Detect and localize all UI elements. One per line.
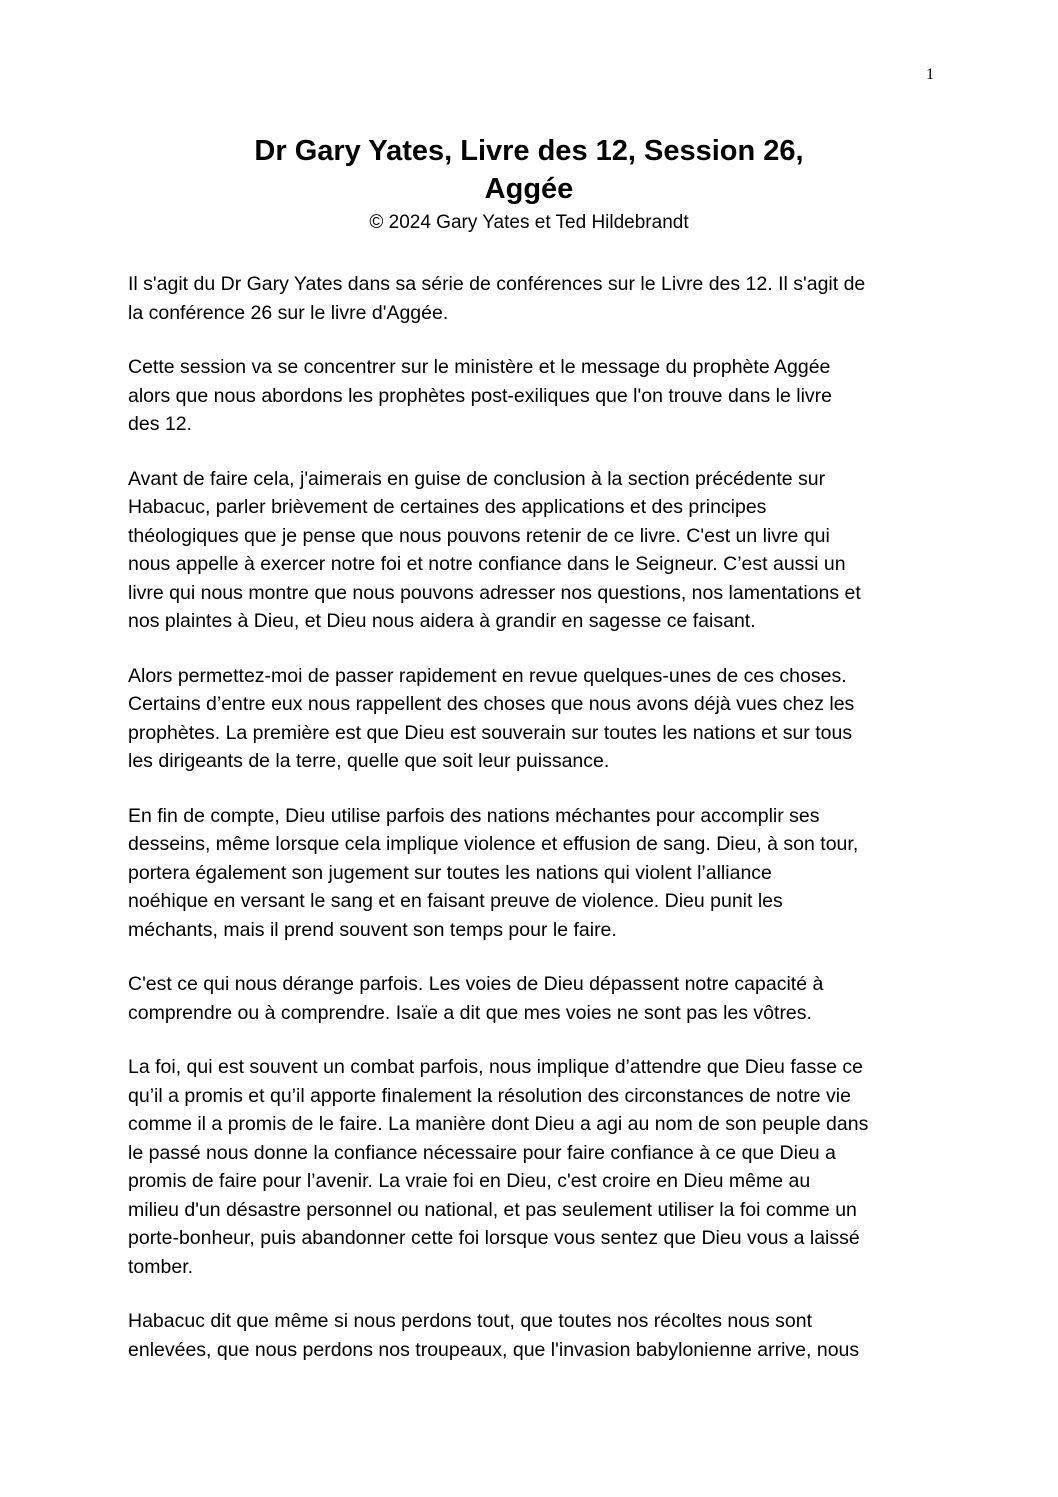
text-line: milieu d'un désastre personnel ou national, et pas seulement utiliser la foi comme un [128, 1198, 857, 1221]
text-line: méchants, mais il prend souvent son temps pour le faire. [128, 918, 617, 941]
text-line: Il s'agit du Dr Gary Yates dans sa série de conférences sur le Livre des 12. Il s'agit de [128, 273, 866, 295]
page-number: 1 [926, 66, 934, 83]
text-line: le passé nous donne la confiance nécessaire pour faire confiance à ce que Dieu a [128, 1141, 836, 1164]
text-line: Avant de faire cela, j'aimerais en guise de conclusion à la section précédente sur [128, 467, 826, 490]
text-line: les dirigeants de la terre, quelle que soit leur puissance. [128, 750, 610, 772]
text-line: portera également son jugement sur toutes les nations qui violent l’alliance [128, 861, 772, 884]
paragraph-2 [128, 353, 934, 439]
title-line-2: Aggée [484, 173, 574, 205]
copyright-notice: © 2024 Gary Yates et Ted Hildebrandt [369, 212, 689, 233]
document-title [128, 132, 930, 208]
text-line: Habacuc dit que même si nous perdons tout, que toutes nos récoltes nous sont [128, 1310, 812, 1332]
text-line: Habacuc, parler brièvement de certaines des applications et des principes [128, 496, 767, 518]
text-line: C'est ce qui nous dérange parfois. Les voies de Dieu dépassent notre capacité à [128, 973, 824, 995]
text-line: alors que nous abordons les prophètes post-exiliques que l'on trouve dans le livre [128, 384, 832, 407]
text-line: enlevées, que nous perdons nos troupeaux, que l'invasion babylonienne arrive, nous [128, 1338, 860, 1361]
text-line: théologiques que je pense que nous pouvons retenir de ce livre. C'est un livre qui [128, 524, 830, 547]
text-line: tomber. [128, 1255, 194, 1278]
text-line: nos plaintes à Dieu, et Dieu nous aidera à grandir en sagesse ce faisant. [128, 610, 756, 632]
title-line-1: Dr Gary Yates, Livre des 12, Session 26, [254, 135, 804, 167]
text-line: la conférence 26 sur le livre d'Aggée. [128, 301, 449, 324]
paragraph-3 [128, 465, 934, 636]
text-line: livre qui nous montre que nous pouvons adresser nos questions, nos lamentations et [128, 581, 861, 604]
text-line: comprendre ou à comprendre. Isaïe a dit que mes voies ne sont pas les vôtres. [128, 1001, 812, 1024]
text-line: nous appelle à exercer notre foi et notre confiance dans le Seigneur. C’est aussi un [128, 553, 846, 575]
paragraph-4 [128, 662, 934, 776]
paragraph-6 [128, 970, 934, 1027]
text-line: prophètes. La première est que Dieu est souverain sur toutes les nations et sur tous [128, 721, 853, 744]
document-body [128, 270, 934, 1390]
paragraph-5 [128, 802, 934, 945]
document-header [128, 132, 930, 238]
text-line: Certains d’entre eux nous rappellent des choses que nous avons déjà vues chez les [128, 693, 855, 715]
text-line: En fin de compte, Dieu utilise parfois des nations méchantes pour accomplir ses [128, 804, 820, 827]
text-line: promis de faire pour l’avenir. La vraie foi en Dieu, c'est croire en Dieu même au [128, 1170, 811, 1192]
text-line: La foi, qui est souvent un combat parfois, nous implique d’attendre que Dieu fasse ce [128, 1056, 863, 1078]
text-line: des 12. [128, 413, 192, 435]
paragraph-7 [128, 1053, 934, 1281]
text-line: comme il a promis de le faire. La manière dont Dieu a agi au nom de son peuple dans [128, 1113, 869, 1135]
text-line: porte-bonheur, puis abandonner cette foi lorsque vous sentez que Dieu vous a laissé [128, 1227, 860, 1249]
text-line: Cette session va se concentrer sur le ministère et le message du prophète Aggée [128, 356, 831, 378]
text-line: desseins, même lorsque cela implique violence et effusion de sang. Dieu, à son tour, [128, 833, 859, 855]
text-line: Alors permettez-moi de passer rapidement en revue quelques-unes de ces choses. [128, 664, 847, 687]
text-line: qu’il a promis et qu’il apporte finalement la résolution des circonstances de notre vie [128, 1084, 851, 1107]
paragraph-1 [128, 270, 934, 327]
paragraph-8 [128, 1307, 934, 1364]
text-line: noéhique en versant le sang et en faisant preuve de violence. Dieu punit les [128, 890, 783, 912]
